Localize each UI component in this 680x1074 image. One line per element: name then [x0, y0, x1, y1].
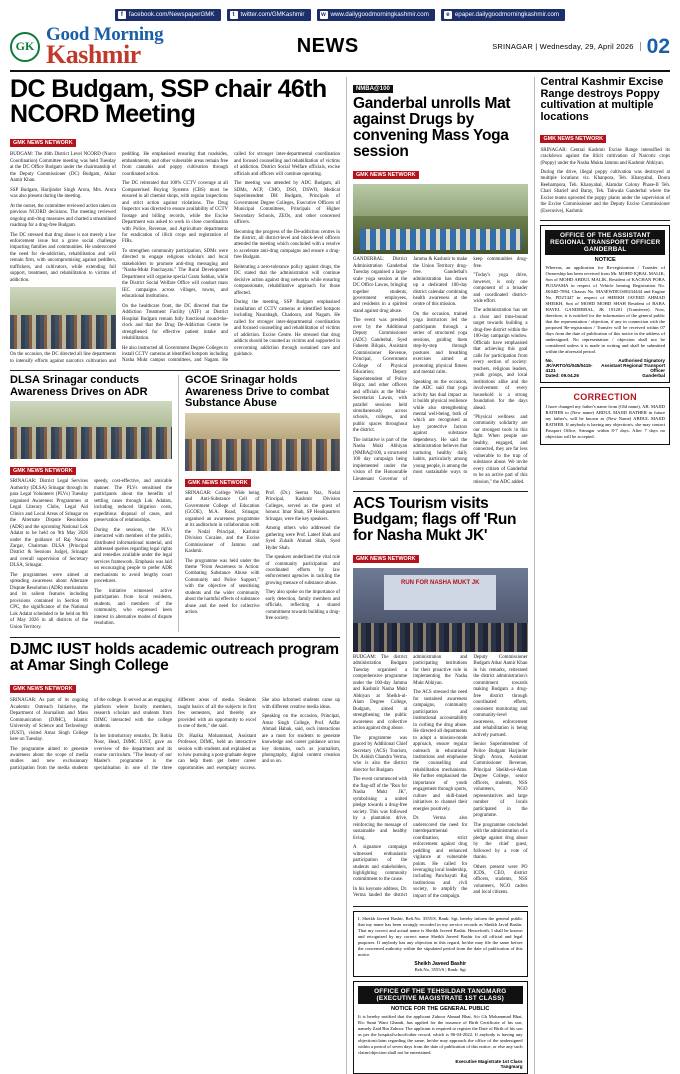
divider-5 — [540, 220, 670, 221]
social-bar — [10, 8, 670, 22]
column-middle — [353, 77, 528, 1073]
lead-para-0: BUDGAM: The 46th District Level NCORD (Narco Coordination) Committee meeting was held Tuesday at the DC Office Budgam under the chairmanship of the Deputy Commissioner (DC) Budgam, Akhar Aamir Khan. — [10, 152, 116, 184]
lead-para-11: Reiterating a zero-tolerance policy against drugs, the DC stated that the administration will continue decisive action against drug networks while ensuring compassionate, rehabilitative approach for those affected. — [234, 264, 340, 296]
article-acs-tourism — [353, 496, 528, 901]
acs-photo-audience — [353, 623, 528, 652]
social-twitter[interactable] — [227, 9, 311, 21]
social-facebook[interactable] — [115, 9, 221, 21]
notice-tehsildar-tangmarg — [353, 981, 528, 1074]
masthead-title — [46, 24, 164, 70]
article-dlsa — [10, 375, 172, 632]
divider-3 — [353, 491, 528, 492]
divider-vertical-main-1 — [346, 77, 347, 1073]
ganderbal-kicker: NMBA@100 — [353, 85, 393, 93]
globe-icon: w — [321, 12, 326, 18]
notice-arto-sig-right-line1: Authorised Signatory — [618, 357, 665, 363]
social-epaper[interactable] — [441, 9, 565, 21]
masthead-right — [492, 35, 670, 59]
lead-para-1: SSP Budgam, Harijinder Singh Arora, Mrs. Arora was also present during the meeting. — [10, 187, 116, 200]
article-dc-budgam-ncord — [10, 77, 340, 365]
acs-body — [353, 655, 528, 901]
ganderbal-para-6: The administration has set a clear and time-bound target towards building a drug-free district within the 100-day campaign window. Officials have emphasised that achieving this goal calls for participation from every section of society: teachers, religious leaders, youth groups, and local institutions alike and the involvement of every household is a strong foundation for the days ahead. — [473, 308, 528, 411]
lead-para-4: On the occasion, the DC directed all line departments to intensify efforts against narcotics cultivation and peddling. He emphasised ensuring that roadsides, embankments, and other vulnerable areas remain free from cannabis and poppy cultivation through coordinated action. — [10, 152, 228, 364]
dlsa-para-3: speedy, cost-effective, and amicable manner. The PLVs sensitised the participants about the benefits of settling cases through Lok Adalats, including reduced litigation costs, expeditious disposal of cases, and preservation of relationships. — [94, 479, 172, 524]
gcoe-para-1: The programme was held under the theme "From Awareness to Action: Combating Substance Abuse with Community and Police Support," with the objective of sensitising students and the wider community about the harmful effects of substance abuse and the need for collective action. — [185, 558, 260, 616]
ganderbal-para-3: On the occasion, trained yoga instructors led the participants through a series of structured yoga sessions, guiding them step-by-step through postures and breathing exercises aimed at promoting physical fitness and mental calm. — [413, 311, 468, 376]
divider-vertical-1 — [178, 375, 179, 632]
lead-photo-crowd — [10, 315, 116, 349]
ganderbal-headline: Ganderbal unrolls Mat against Drugs by convening Mass Yoga session — [352, 95, 511, 161]
notice-arto-ganderbal — [540, 225, 670, 383]
dlsa-photo-sky — [10, 401, 172, 427]
social-website[interactable] — [317, 9, 435, 21]
notice-arto-sig-left-line2: Dated: 09.04.26 — [545, 372, 579, 378]
gcoe-byline: GMK NEWS NETWORK — [185, 479, 251, 487]
acs-para-1: The programme was graced by Additional Chief Secretary (ACS) Tourism, Dr. Ashish Chandra Verma, who is also the district director for Budgam. — [352, 735, 408, 773]
column-left — [10, 77, 340, 1073]
acs-para-3: A signature campaign witnessed enthusiastic participation of the students and stakeholders, highlighting community commitment to the cause. — [352, 845, 408, 883]
notice-tehsildar-body: It is hereby notified that the applicant Zahoor Ahmad Bhat, S/o Gh Mohammad Bhat, R/o Sumi Wani Ghandi, has applied for the issuance of Birth Certificate of his son, namely Zaid Bin Zahoor. The applicant is required to register the Date of Birth of his son as per the hospital/school/other record, which is 06-04-2022. If anybody is having any objection/claim regarding the same, he/she may approach the office of the undersigned within a period of seven days from the date of publication of this notice, or else any such claim/objection shall not be entertained. — [357, 1013, 523, 1055]
notice-tehsildar-signature — [358, 1059, 523, 1069]
dlsa-body — [10, 479, 172, 632]
acs-para-8: Senior Superintendent of Police Budgam Harjinder Singh Arora, Assistant Commissioner Revenue, Principal Sheikh-ul-Alam Degree College, senior officers, students, NSS volunteers, NGO representatives and large number of locals participated in the programme. — [473, 742, 528, 819]
gcoe-headline: GCOE Srinagar holds Awareness Drive to combat Substance Abuse — [185, 374, 330, 410]
djmc-byline: GMK NEWS NETWORK — [10, 685, 76, 693]
ad-name-correction-sign — [358, 961, 523, 972]
dlsa-para-5: The initiative witnessed active participation from local residents, students, and members of the community, who expressed keen interest in alternative modes of dispute resolution. — [94, 588, 172, 627]
article-gcoe — [185, 375, 340, 632]
lead-para-6: To strengthen community participation, SDMs were directed to engage religious scholars and local stakeholders to promote anti-drug messaging and "Nasha-Mukt Panchayats." The Rural Development Department will organise special Gram Sabhas, while the District Social Welfare Office will conduct mass IEC campaigns across villages, towns, and educational institutions. — [122, 248, 228, 300]
ad-sign-name: Sheikh Javeed Bashir — [414, 960, 467, 967]
djmc-para-1: The programme aimed to generate awareness about the scope of media studies and new exclusionary participation from the media students of the college. It served as an engaging platform where faculty members, research scholars and students from DJMC interacted with the college students. — [10, 698, 172, 771]
twitter-icon: t — [230, 11, 238, 19]
dlsa-para-1: The programmes were aimed at spreading awareness about Alternate Dispute Resolution (ADR) mechanisms and its salient features including provisions contained in Section 89 CPC, the significance of the National Lok Adalat scheduled to be held on 9th of May 2026 in all districts of the Union Territory. — [10, 572, 88, 630]
ganderbal-photo-mats — [360, 229, 521, 250]
lead-para-7: On the healthcare front, the DC directed that the Addiction Treatment Facility (ATF) at District Hospital Budgam remain fully functional round-the-clock and that the Drug De-Addiction Centre be strengthened for effective patient intake and rehabilitation. — [122, 303, 228, 342]
gcoe-para-5: They also spoke on the importance of early detection, family members and officials, reflecting a shared commitment towards building a drug-free society. — [265, 590, 340, 622]
notice-tehsildar-sig-right-line1: Executive Magistrate 1st Class — [455, 1058, 523, 1064]
acs-para-7: Deputy Commissioner Budgam Athar Aamir Khan in his remarks, reiterated the district administration's commitment towards making Budgam a drug-free district through coordinated efforts, consistent monitoring and community-level awareness, enforcement and rehabilitation is being actively pursued. — [473, 654, 528, 738]
gcoe-para-4: The speakers underlined the vital role of community participation and coordinated efforts by law enforcement agencies in tackling the growing menace of substance abuse. — [265, 555, 340, 586]
lead-para-9: The meeting was attended by ADC Budgam, all SDMs, ACP, CMO, DSO, DSWO, Medical Superintendent DH Budgam, Principals of Government Degree Colleges, Executive Officers of Municipal Committees, Principals of Higher Secondary Schools, ZEOs, and other concerned officers. — [234, 181, 340, 226]
ganderbal-para-0: GANDERBAL: District Administration Ganderbal Tuesday organised a large-scale yoga session at the DC Office Lawns, bringing together students, government employees, and residents in a spirited stand against drug abuse. — [352, 257, 408, 314]
notice-tehsildar-sig-right — [455, 1059, 522, 1069]
ganderbal-photo — [353, 184, 528, 254]
acs-photo — [353, 568, 528, 652]
social-website-label: www.dailygoodmorningkashmir.com — [330, 10, 429, 18]
divider-2 — [10, 637, 340, 638]
acs-para-9: The programme concluded with the administration of a pledge against drug abuse by the chief guest, followed by a vote of thanks. — [473, 822, 528, 861]
lead-photo — [10, 287, 116, 349]
gcoe-photo-sky — [185, 413, 340, 439]
excise-para-1: During the drive, illegal poppy cultivation was destroyed at multiple locations viz. Khanpora, Teh. Khanyabal, Doora Beehampora, Teh. Khanyabal, Alamdar Colony Phase-II Teh. Chari Sharief and Baray, Teh. Tahwala Ganderbal where the Excise teams uprooted the poppy plants under the supervision of the Excise Commissioner and the Deputy Excise Commissioner (Executive), Kashmir. — [540, 169, 670, 214]
ganderbal-para-7: "Physical wellness and community solidarity are our strongest tools in this fight. When people are healthy, engaged, and connected, they are far less vulnerable to the trap of substance abuse. We invite every citizen of Ganderbal to be an active part of this mission," the ADC added. — [473, 414, 528, 485]
acs-para-4: In his keynote address, Dr. Verma lauded the district administration and participating institutions for their proactive role in implementing the Nasha Mukt Abhiyan. — [352, 654, 468, 899]
djmc-para-0: SRINAGAR: As part of its ongoing Academic Outreach Initiative, the Department of Journalism and Mass Communication (DJMC), Islamic University of Science and Technology (IUST), visited Amar Singh College here on Tuesday. — [10, 698, 88, 743]
notice-arto-sig-left — [545, 358, 599, 378]
acs-byline: GMK NEWS NETWORK — [353, 555, 419, 563]
dateline: SRINAGAR | Wednesday, 29, April 2026 — [492, 42, 640, 51]
gcoe-photo — [185, 413, 340, 471]
social-epaper-label: epaper.dailygoodmorningkashmir.com — [454, 10, 560, 18]
page-number: 02 — [646, 34, 670, 58]
dlsa-byline: GMK NEWS NETWORK — [10, 467, 76, 475]
lead-body — [10, 152, 340, 365]
ganderbal-body — [353, 257, 528, 486]
divider-4 — [353, 906, 528, 907]
article-excise-poppy — [540, 77, 670, 215]
notice-arto-signature — [545, 358, 665, 378]
excise-byline: GMK NEWS NETWORK — [540, 135, 606, 143]
notice-arto-sig-right — [599, 358, 665, 378]
lead-para-8: He also instructed all Government Degree Colleges to install CCTV cameras at identified hotspots including Nasha Mukt campus committees, and Nagam. He called for stronger inter-departmental coordination and focused counselling and rehabilitation of victims of addiction. District Social Welfare officials, excise officials and officers will continue operating. — [122, 152, 340, 364]
section-title: NEWS — [296, 35, 359, 58]
notice-tehsildar-subtitle: NOTICE FOR THE GENERAL PUBLIC — [391, 1005, 490, 1012]
two-up-row — [10, 375, 340, 632]
ad-correction — [540, 387, 670, 445]
lead-para-3: The DC stressed that drug abuse is not merely a law enforcement issue but a grave social challenge impacting families and communities. He underscored the need for de-addiction, rehabilitation and will remain firm, with uncompromising against peddlers, traffickers, and cultivators, while extending full support, treatment, and rehabilitation to victims of addiction. — [10, 232, 116, 283]
lead-para-12: During the meeting, SSP Budgam emphasised installation of CCTV cameras at identified hotspots including Naurabagh, Chadoora, and Nagam. He called for stronger inter-departmental coordination and focused counselling and rehabilitation of victims of addiction. Excise Centre. He stressed that drug addicts should be counted as victims and supported in overcoming addiction through sustained care and guidance. — [234, 300, 340, 357]
ganderbal-para-4: Speaking on the occasion, the ADC said that yoga activity has dual impact as it builds physical resilience while also strengthening mental well-being, both of which are recognised as key protective factors against substance dependency. He said the administration believes that nurturing healthy daily habits, particularly among young people, is among the most sustainable ways to keep communities drug-free. — [413, 257, 528, 476]
ganderbal-para-1: The event was presided over by the Additional Deputy Commissioner (ADC) Ganderbal, Syed Faheem Bilquis, Assistant Commissioner Revenue, Principal, Government College of Physical Education; Deputy Superintendent of Police Biqra; and other officers and officials at the Mini-Secretariat Lawns, with parallel sessions held simultaneously across schools, colleges, and public spaces throughout the district. — [352, 318, 408, 434]
gcoe-para-0: SRINAGAR: College Wide being and Anti-Substance Cell of Government College of Education (GCOE), M.A. Road, Srinagar, organised an awareness programme at its auditorium in collaboration with the Nodal Principal, Kashmir Division Cocaine, and the Excise Commissioner of Jammu and Kashmir. — [185, 490, 260, 555]
djmc-para-4: Speaking on the occasion, Principal, Amar Singh College, Prof. Adfar Ahmad Habak, said, such interactions are a must for students to generate knowledge and career guidance across key domains, such as journalism, photography, digital content creation and so on. — [262, 714, 340, 765]
dlsa-photo-crowd — [10, 427, 172, 459]
masthead-title-line2: Kashmir — [46, 40, 141, 70]
lead-para-5: The DC reiterated that 100% CCTV coverage at all Computerised Buying Systems (CBS) must be ensured in all chemist shops, with regular inspections and strict action against violations. The Drug Inspector was directed to ensure availability of CCTV footage and billing records, while the Excise Department was asked to work in close coordination with Police, Revenue, and Agriculture departments for eradication of illicit crops and registration of FIRs. — [122, 181, 228, 245]
ad-name-correction — [353, 911, 528, 977]
acs-para-6: Dr. Verma also underscored the need for interdepartmental coordination, strict enforcement against drug peddling and enhanced vigilance at vulnerable points. He called for leveraging local leadership, including Panchayati Raj institutions and civil society, to amplify the impact of the campaign. — [413, 816, 468, 899]
excise-body — [540, 148, 670, 216]
acs-para-0: BUDGAM: The district administration Budgam Tuesday organised a comprehensive programme under the 100-day Jammu and Kashmir Nasha Mukt Abhiyan at Sheikh-ul-Alam Degree College, Budgam, aimed at strengthening the public awareness and collective action against drug abuse. — [352, 654, 408, 732]
djmc-headline: DJMC IUST holds academic outreach program at Amar Singh College — [10, 641, 339, 675]
gcoe-body — [185, 491, 340, 623]
djmc-para-3: Dr. Hazika Mohammad, Assistant Professor, DJMC, held an interactive session with students and explained as to how pursuing a post-graduate degree can help them get better career opportunities and exemplary success. She also informed students came up with different creative media ideas. — [178, 698, 340, 771]
notice-arto-banner: OFFICE OF THE ASSISTANT REGIONAL TRANSPORT OFFICER GANDERBAL — [545, 230, 665, 255]
notice-tehsildar-banner: OFFICE OF THE TEHSILDAR TANGMARG (EXECUTIVE MAGISTRATE 1ST CLASS) — [358, 986, 523, 1004]
ganderbal-para-5: "Today's yoga drive, however, is only one component of a broader and coordinated district-wide effort. — [473, 273, 528, 304]
gcoe-para-3: Among others who addressed the gathering were Prof. Lateef Shah and Syed Zuhaib Ahmad Shah, Syed Hyder Shah. — [265, 526, 340, 551]
column-right — [540, 77, 670, 1073]
lead-photo-sky — [10, 287, 116, 315]
ad-sign-rank: Belt.No. 3555/S | Rank: Sgt — [414, 966, 466, 972]
notice-arto-subtitle: NOTICE — [594, 257, 616, 264]
mail-icon: e — [444, 11, 452, 19]
notice-arto-sig-right-line2: Assistant Regional Transport Officer — [601, 362, 665, 373]
acs-photo-banner-text: RUN FOR NASHA MUKT JK — [401, 579, 480, 586]
ad-name-correction-body: I, Sheikh Javeed Bashir, Belt.No. 3555/S, Rank: Sgt, hereby inform the general public that my name has been wrongly recorded in my service records as Sheikh Javid Bashir. That my correct and actual name is Sheikh Javeed Bashir. Henceforth, I shall be known and recognised by my correct name Sheikh Javeed Bashir for all official and legal purposes. If anybody has any objection in this regard, he/she may file the same before the concerned authority within the stipulated period from the date of publication of this notice. — [357, 916, 523, 957]
divider-1 — [10, 370, 340, 371]
article-ganderbal-yoga — [353, 77, 528, 486]
page-body — [10, 77, 670, 1073]
logo-icon: GK — [10, 32, 40, 62]
acs-para-2: The event commenced with the flag-off of the "Run for Nasha Mukt JK", symbolising a united pledge towards a drug-free society. This was followed by a plantation drive, reinforcing the message of sustainable and healthy living. — [352, 777, 408, 841]
excise-headline: Central Kashmir Excise Range destroys Poppy cultivation at multiple locations — [540, 76, 664, 124]
article-djmc — [10, 642, 340, 772]
social-facebook-label: facebook.com/NewspaperGMK — [128, 10, 215, 18]
djmc-para-2: In her introductory remarks, Dr. Robia Noor, Head, DJMC IUST, gave an overview of the department and its course curriculum. "The beauty of our Master's programme is the specialisation in one of the three different areas of media. Students taught basics of all the subjects in first few semesters, and thereby are provided with an opportunity to excel in one of them," she said. — [94, 698, 256, 771]
excise-para-0: SRINAGAR: Central Kashmir Excise Range intensified its crackdown against the illicit cultivation of Narcotic crops (Poppy) under the Nasha Mukta Jammu and Kashmir Abhiyan. — [540, 147, 670, 166]
ad-correction-body: I have changed my father's name from (Old name), AB. MAJID RATHER to (New name) ABDUL MAJID RATHER in future my father's, will be known as (New Name) ABDUL MAJID RATHER. If anybody is having any objection/s, she may contact Passport Office, Srinagar within 8-7 days. After 7 days no objection will be accepted. — [545, 403, 665, 439]
ganderbal-para-2: The initiative is part of the Nasha Mukt Abhiyan (NMBA@100, a structured 100 day campaign being implemented under the vision of the Honourable Lieutenant Governor of Jammu & Kashmir to make the Union Territory drug-free. Ganderbal's administration has drawn up a dedicated 100-day district calendar combining health awareness at the centre of this mission. — [352, 257, 468, 482]
gcoe-photo-crowd — [185, 439, 340, 471]
lead-byline: GMK NEWS NETWORK — [10, 139, 76, 147]
acs-headline: ACS Tourism visits Budgam; flags off 'Run for Nasha Mukt JK' — [352, 495, 517, 545]
dlsa-headline: DLSA Srinagar conducts Awareness Drives on ADR — [10, 374, 148, 398]
djmc-body — [10, 698, 340, 772]
notice-arto-sig-right-line3: Ganderbal — [642, 372, 665, 378]
notice-arto-body: Whereas, an application for Re-registration / Transfer of Ownership has been received from Mr. MOHD IQBAL MALIK, Son of MOHD ABDUL MALIK, Resident of KACHAN PORA PULWAMA in respect of Vehicle bearing Registration No. JK04D-7894, Chassis No. MA3EWDE1S00234444 and Engine No. PD2T447 in respect of SHEIKH JAVEED AHMAD SHEIKH, Son of MOHD MOHD SHAH Resident of BABA HAYEL GANDERBAL, JK 191201 (Transferee). Now, therefore, it is notified for the information of the general public that the representation / objection, if any in connection with the proposed Re-registration / Transfer will be received within 07 days from the date of publication of this notice in the address of undersigned. No representation / objection shall not be considered unless it is made in writing and shall be submitted within the aforesaid period. — [545, 265, 665, 354]
acs-para-10: Others present were PO ICDS, CEO, district officers, students, NSS volunteers, NGO cadres and local citizens. — [473, 864, 528, 896]
facebook-icon: f — [118, 11, 126, 19]
lead-para-2: At the outset, the committee reviewed action taken on previous NCORD decisions. The meeting reviewed ongoing anti-drug measures and charted a streamlined roadmap for a drug-free Budgam. — [10, 203, 116, 229]
notice-arto-sig-left-line1: No. JK/ARTO/G/045/0415-4121 — [545, 357, 593, 373]
lead-headline: DC Budgam, SSP chair 46th NCORD Meeting — [10, 75, 327, 129]
ad-correction-title: CORRECTION — [573, 391, 637, 402]
masthead — [10, 26, 670, 72]
lead-para-10: Becoming the progress of the De-addiction centres in the district, all district-level and block-level officers attended the meeting which concluded with a resolve to accelerate anti-drug campaigns and ensure a drug-free Budgam. — [234, 229, 340, 261]
acs-para-5: The ACS stressed the need for sustained awareness campaigns, community participation and institutional accountability in curbing the drug abuse. He directed all departments to adopt a mission-mode approach, ensure regular outreach in educational institutions and emphasise the counselling and rehabilitation mechanisms. He further emphasised the importance of youth engagement through sports, culture and skill-based initiatives to channel their energies positively. — [413, 690, 468, 812]
social-twitter-label: twitter.com/GMKashmir — [240, 10, 305, 18]
dlsa-para-4: During the sessions, the PLVs interacted with members of the public, distributed informational material, and addressed queries regarding legal rights and remedies available under the legal services framework. Emphasis was laid on encouraging people to prefer ADR mechanisms to avoid lengthy court procedures. — [94, 527, 172, 585]
divider-vertical-main-2 — [534, 77, 535, 1073]
dlsa-photo — [10, 401, 172, 459]
dlsa-para-0: SRINAGAR: District Legal Services Authority (DLSA) Srinagar through its para Legal Volunteers (PLVs) Tuesday organised Awareness Programmes at Legal Literacy Clubs, Legal Aid Clinics and Local Areas of Srinagar on the Alternate Dispute Resolution (ADR) and the upcoming National Lok Adalat to be held on 9th May 2026 under the guidance of Raj Nawaz Zargar, Chairman DLSA (Principal District & Sessions Judge), Srinagar and overall supervision of Secretary DLSA, Srinagar. — [10, 479, 88, 569]
gcoe-para-2: Prof. (Dr.) Seema Naz, Nodal Principal, Kashmir Division Colleges, served as the guest of honour. Imar Shah, SP Headquarters Srinagar, were the key speakers. — [265, 490, 340, 522]
ganderbal-photo-sky — [353, 184, 528, 216]
masthead-title-line1: Good Morning — [46, 24, 164, 45]
notice-tehsildar-sig-right-line2: Tangmarg — [500, 1063, 523, 1069]
ganderbal-byline: GMK NEWS NETWORK — [353, 171, 419, 179]
